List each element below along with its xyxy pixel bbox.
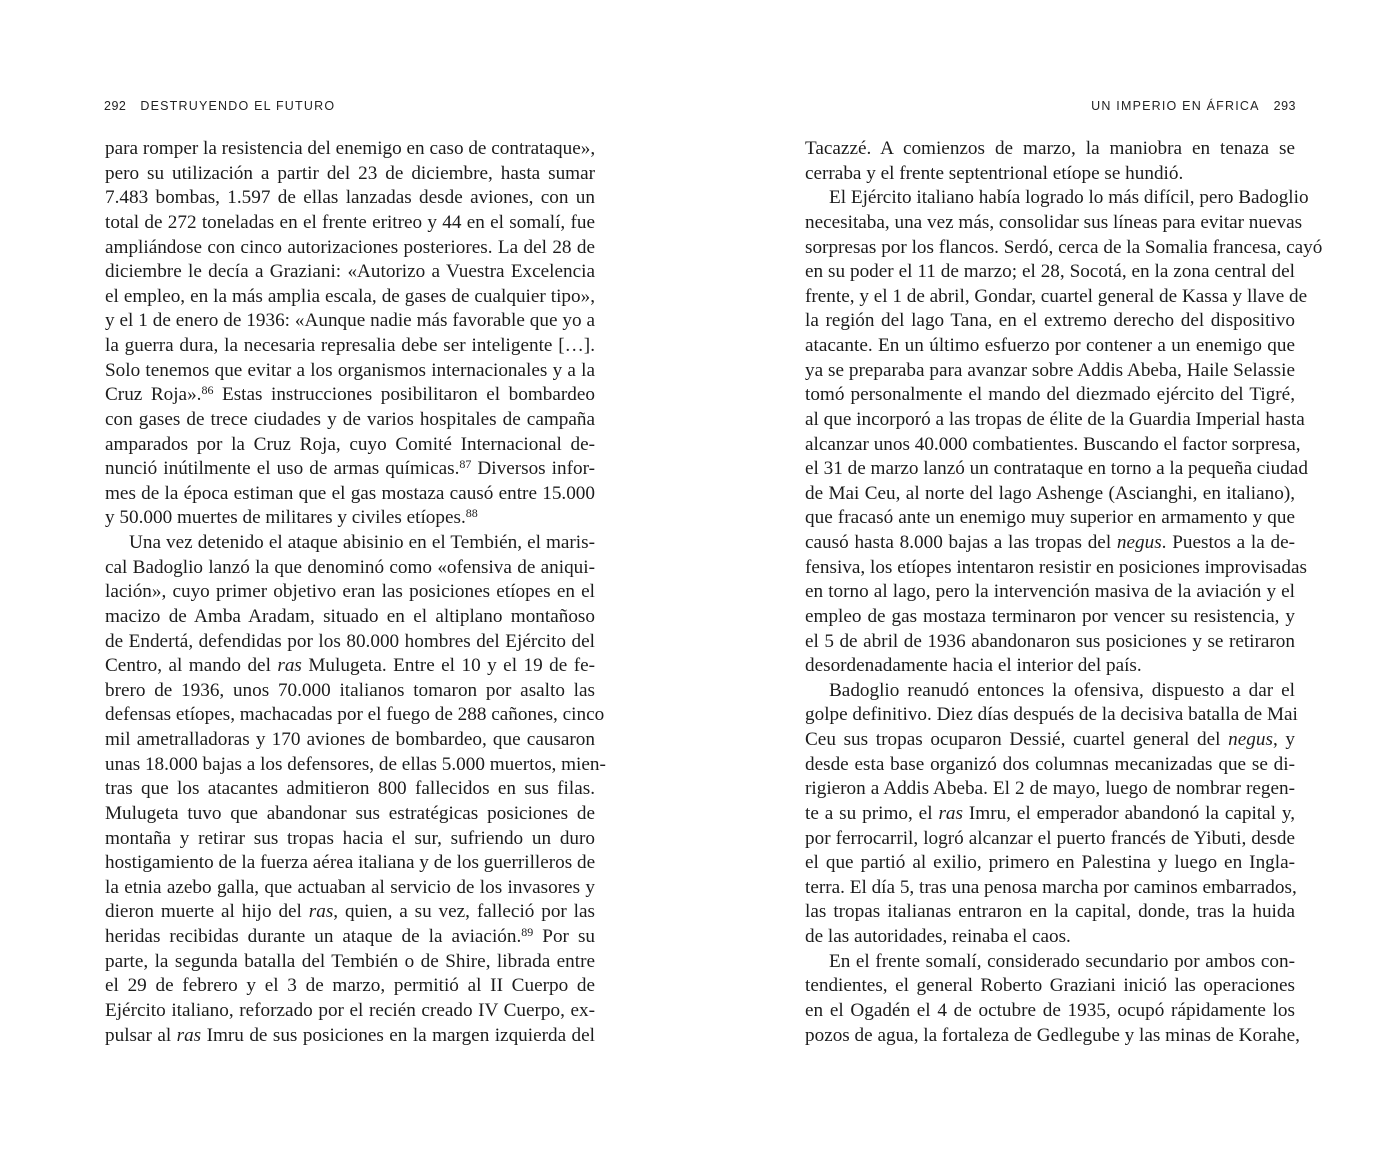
line-text: causó hasta 8.000 bajas a las tropas del (805, 532, 1117, 553)
text-line (105, 531, 595, 556)
line-text: mes de la época estiman que el gas mostaza causó entre 15.000 (105, 482, 595, 504)
line-text: por ferrocarril, logró alcanzar el puerto francés de Yibuti, desde (805, 827, 1295, 849)
text-line (805, 556, 1307, 581)
line-text: golpe definitivo. Diez días después de la decisiva batalla de Mai (805, 704, 1298, 726)
line-text: la región del lago Tana, en el extremo derecho del dispositivo (805, 310, 1295, 332)
text-line (105, 900, 595, 925)
text-line (105, 433, 595, 458)
line-text-continued: , y (1272, 729, 1296, 750)
line-text: frente, y el 1 de abril, Gondar, cuartel general de Kassa y llave de (805, 285, 1308, 307)
line-text: parte, la segunda batalla del Tembién o de Shire, librada entre (105, 950, 595, 972)
right-page-number: 293 (1273, 99, 1296, 113)
line-text: y el 1 de enero de 1936: «Aunque nadie más favorable que yo a (105, 310, 595, 332)
line-text: empleo de gas mostaza terminaron por vencer su resistencia, y (805, 605, 1295, 627)
text-line (805, 137, 1295, 162)
text-line (805, 531, 1295, 556)
line-text: de las autoridades, reinaba el caos. (805, 926, 1071, 947)
text-line (805, 703, 1298, 728)
text-line (105, 974, 595, 999)
footnote-ref[interactable]: 88 (465, 506, 478, 521)
text-line (105, 186, 595, 211)
text-line (105, 728, 595, 753)
line-text: Solo tenemos que evitar a los organismos internacionales y a la (105, 359, 595, 381)
line-text: y 50.000 muertes de militares y civiles etíopes. (105, 507, 466, 529)
line-text: diciembre le decía a Graziani: «Autorizo a Vuestra Excelencia (105, 261, 595, 283)
line-text: alcanzar unos 40.000 combatientes. Buscando el factor sorpresa, (805, 433, 1301, 455)
line-text: con gases de trece ciudades y de varios hospitales de campaña (105, 408, 595, 430)
line-text-continued: , quien, a su vez, falleció por las (333, 901, 595, 923)
text-line (805, 605, 1295, 630)
text-line (105, 654, 595, 679)
text-line (805, 999, 1295, 1024)
text-line (105, 630, 595, 655)
line-text: Cruz Roja». (105, 384, 202, 406)
text-line (105, 260, 595, 285)
line-text: el que partió al exilio, primero en Palestina y luego en Ingla- (805, 852, 1295, 874)
line-text: montaña y retirar sus tropas hacia el sur, sufriendo un duro (105, 827, 595, 849)
line-text-continued: Diversos infor- (471, 458, 595, 480)
left-page-body (105, 137, 606, 1048)
italic-term: ras (277, 655, 302, 677)
line-text: la guerra dura, la necesaria represalia debe ser inteligente […]. (105, 335, 595, 356)
text-line (105, 309, 595, 334)
text-line (805, 285, 1308, 310)
text-line (805, 851, 1295, 876)
line-text: Badoglio reanudó entonces la ofensiva, dispuesto a dar el (829, 679, 1295, 701)
italic-term: ras (938, 802, 963, 824)
text-line (105, 777, 595, 802)
text-line (105, 408, 595, 433)
line-text: la etnia azebo galla, que actuaban al servicio de los invasores y (105, 876, 595, 898)
line-text: Ceu sus tropas ocuparon Dessié, cuartel general del (805, 729, 1229, 750)
line-text: te a su primo, el (805, 802, 939, 824)
line-text: tras que los atacantes admitieron 800 fallecidos en sus filas. (105, 778, 595, 800)
text-line (105, 556, 595, 581)
text-line (805, 334, 1295, 359)
line-text-continued: Imru, el emperador abandonó la capital y, (962, 802, 1296, 824)
text-line (805, 211, 1303, 236)
left-running-head-title: DESTRUYENDO EL FUTURO (140, 99, 336, 113)
text-line (805, 777, 1295, 802)
line-text: nunció inútilmente el uso de armas químicas. (105, 458, 460, 480)
text-line (805, 580, 1295, 605)
footnote-ref[interactable]: 86 (201, 383, 214, 398)
italic-term: negus (1228, 729, 1273, 750)
line-text: Tacazzé. A comienzos de marzo, la maniobra en tenaza se (805, 138, 1295, 159)
text-line (105, 999, 595, 1024)
right-page-body (805, 137, 1323, 1048)
line-text: al que incorporó a las tropas de élite de la Guardia Imperial hasta (805, 408, 1305, 430)
line-text: de Mai Ceu, al norte del lago Ashenge (Ascianghi, en italiano), (805, 482, 1295, 504)
line-text: unas 18.000 bajas a los defensores, de ellas 5.000 muertos, mien- (105, 753, 606, 775)
text-line (805, 827, 1295, 852)
text-line (805, 900, 1295, 925)
line-text: tomó personalmente el mando del diezmado ejército del Tigré, (805, 384, 1295, 406)
text-line (805, 309, 1295, 334)
line-text: pulsar al (105, 1024, 177, 1046)
text-line (105, 506, 595, 531)
line-text: en torno al lago, pero la intervención masiva de la aviación y el (805, 581, 1295, 603)
text-line (805, 950, 1295, 975)
line-text: ampliándose con cinco autorizaciones posteriores. La del 28 de (105, 236, 595, 258)
line-text: total de 272 toneladas en el frente eritreo y 44 en el somalí, fue (105, 211, 595, 233)
text-line (805, 260, 1295, 285)
line-text: hostigamiento de la fuerza aérea italiana y de los guerrilleros de (105, 852, 596, 874)
right-running-header (1091, 99, 1296, 113)
text-line (105, 285, 595, 310)
line-text: Mulugeta tuvo que abandonar sus estratégicas posiciones de (105, 802, 595, 824)
text-line (105, 851, 595, 876)
line-text: pozos de agua, la fortaleza de Gedlegube y las minas de Korahe, (805, 1024, 1300, 1046)
text-line (805, 728, 1295, 753)
left-running-header (104, 99, 335, 113)
text-line (105, 162, 595, 187)
text-line (105, 236, 595, 261)
text-line (105, 211, 595, 236)
text-line (805, 753, 1295, 778)
line-text: brero de 1936, unos 70.000 italianos tomaron por asalto las (105, 679, 595, 701)
line-text-continued: Estas instrucciones posibilitaron el bombardeo (213, 384, 595, 406)
text-line (105, 334, 595, 359)
line-text: para romper la resistencia del enemigo en caso de contrataque», (105, 138, 596, 159)
right-running-head-title: UN IMPERIO EN ÁFRICA (1091, 99, 1260, 113)
line-text: lación», cuyo primer objetivo eran las posiciones etíopes en el (105, 581, 595, 603)
text-line (105, 802, 595, 827)
line-text: terra. El día 5, tras una penosa marcha por caminos embarrados, (805, 876, 1297, 898)
text-line (805, 359, 1295, 384)
line-text: mil ametralladoras y 170 aviones de bombardeo, que causaron (105, 729, 595, 750)
text-line (805, 630, 1295, 655)
text-line (805, 162, 1295, 187)
text-line (805, 186, 1309, 211)
line-text: pero su utilización a partir del 23 de diciembre, hasta sumar (105, 162, 595, 184)
text-line (805, 876, 1295, 901)
line-text: macizo de Amba Aradam, situado en el altiplano montañoso (105, 605, 595, 627)
text-line (105, 580, 595, 605)
footnote-ref[interactable]: 87 (459, 457, 472, 472)
text-line (805, 457, 1308, 482)
line-text: en el Ogadén el 4 de octubre de 1935, ocupó rápidamente los (805, 999, 1295, 1021)
italic-term: ras (176, 1024, 202, 1046)
line-text-continued: . Puestos a la de- (1161, 532, 1295, 553)
text-line (105, 137, 595, 162)
text-line (105, 359, 595, 384)
line-text: el 29 de febrero y el 3 de marzo, permitió al II Cuerpo de (105, 975, 595, 997)
line-text-continued: Imru de sus posiciones en la margen izquierda del (201, 1024, 595, 1046)
line-text: 7.483 bombas, 1.597 de ellas lanzadas desde aviones, con un (105, 187, 595, 209)
text-line (105, 457, 595, 482)
line-text: ya se preparaba para avanzar sobre Addis Abeba, Haile Selassie (805, 359, 1295, 381)
line-text: el 5 de abril de 1936 abandonaron sus posiciones y se retiraron (805, 630, 1295, 652)
line-text: Centro, al mando del (105, 655, 278, 677)
line-text: en su poder el 11 de marzo; el 28, Socotá, en la zona central del (805, 261, 1295, 283)
line-text: tendientes, el general Roberto Graziani inició las operaciones (805, 975, 1295, 997)
text-line (105, 1024, 595, 1049)
text-line (805, 1024, 1300, 1049)
line-text: cal Badoglio lanzó la que denominó como «ofensiva de aniqui- (105, 556, 595, 578)
text-line (105, 703, 605, 728)
line-text: fensiva, los etíopes intentaron resistir en posiciones improvisadas (805, 556, 1307, 578)
line-text: Ejército italiano, reforzado por el recién creado IV Cuerpo, ex- (105, 999, 595, 1021)
text-line (805, 433, 1301, 458)
text-line (805, 974, 1295, 999)
text-line (805, 679, 1295, 704)
footnote-ref[interactable]: 89 (521, 925, 534, 939)
text-line (805, 925, 1295, 950)
text-line (105, 679, 595, 704)
text-line (105, 482, 595, 507)
text-line (105, 605, 595, 630)
line-text: rigieron a Addis Abeba. El 2 de mayo, luego de nombrar regen- (805, 778, 1295, 800)
line-text: de Endertá, defendidas por los 80.000 hombres del Ejército del (105, 630, 595, 652)
text-line (805, 482, 1295, 507)
text-line (805, 236, 1323, 261)
text-line (805, 506, 1295, 531)
line-text: atacante. En un último esfuerzo por contener a un enemigo que (805, 335, 1295, 356)
text-line (105, 925, 595, 950)
line-text: El Ejército italiano había logrado lo más difícil, pero Badoglio (829, 187, 1309, 209)
line-text-continued: Por su (533, 926, 595, 947)
left-page-number: 292 (104, 99, 127, 113)
line-text: Una vez detenido el ataque abisinio en el Tembién, el maris- (129, 532, 595, 553)
line-text: heridas recibidas durante un ataque de la aviación. (105, 926, 522, 947)
line-text: desordenadamente hacia el interior del país. (805, 655, 1142, 677)
line-text: el 31 de marzo lanzó un contrataque en torno a la pequeña ciudad (805, 458, 1308, 480)
text-line (805, 654, 1295, 679)
text-line (105, 753, 606, 778)
text-line (805, 408, 1305, 433)
text-line (105, 876, 595, 901)
italic-term: ras (308, 901, 334, 923)
line-text: sorpresas por los flancos. Serdó, cerca de la Somalia francesa, cayó (805, 236, 1323, 258)
text-line (105, 383, 595, 408)
text-line (105, 950, 595, 975)
line-text-continued: Mulugeta. Entre el 10 y el 19 de fe- (301, 655, 595, 677)
text-line (105, 827, 595, 852)
line-text: dieron muerte al hijo del (105, 901, 309, 923)
line-text: necesitaba, una vez más, consolidar sus líneas para evitar nuevas (805, 211, 1303, 233)
line-text: cerraba y el frente septentrional etíope se hundió. (805, 162, 1184, 184)
line-text: las tropas italianas entraron en la capital, donde, tras la huida (805, 901, 1295, 923)
line-text: defensas etíopes, machacadas por el fuego de 288 cañones, cinco (105, 704, 605, 726)
line-text: que fracasó ante un enemigo muy superior en armamento y que (805, 507, 1295, 529)
text-line (805, 383, 1295, 408)
line-text: desde esta base organizó dos columnas mecanizadas que se di- (805, 753, 1295, 775)
line-text: amparados por la Cruz Roja, cuyo Comité Internacional de- (105, 433, 595, 455)
line-text: En el frente somalí, considerado secundario por ambos con- (829, 950, 1295, 972)
italic-term: negus (1116, 532, 1162, 553)
text-line (805, 802, 1295, 827)
line-text: el empleo, en la más amplia escala, de gases de cualquier tipo», (105, 285, 595, 307)
